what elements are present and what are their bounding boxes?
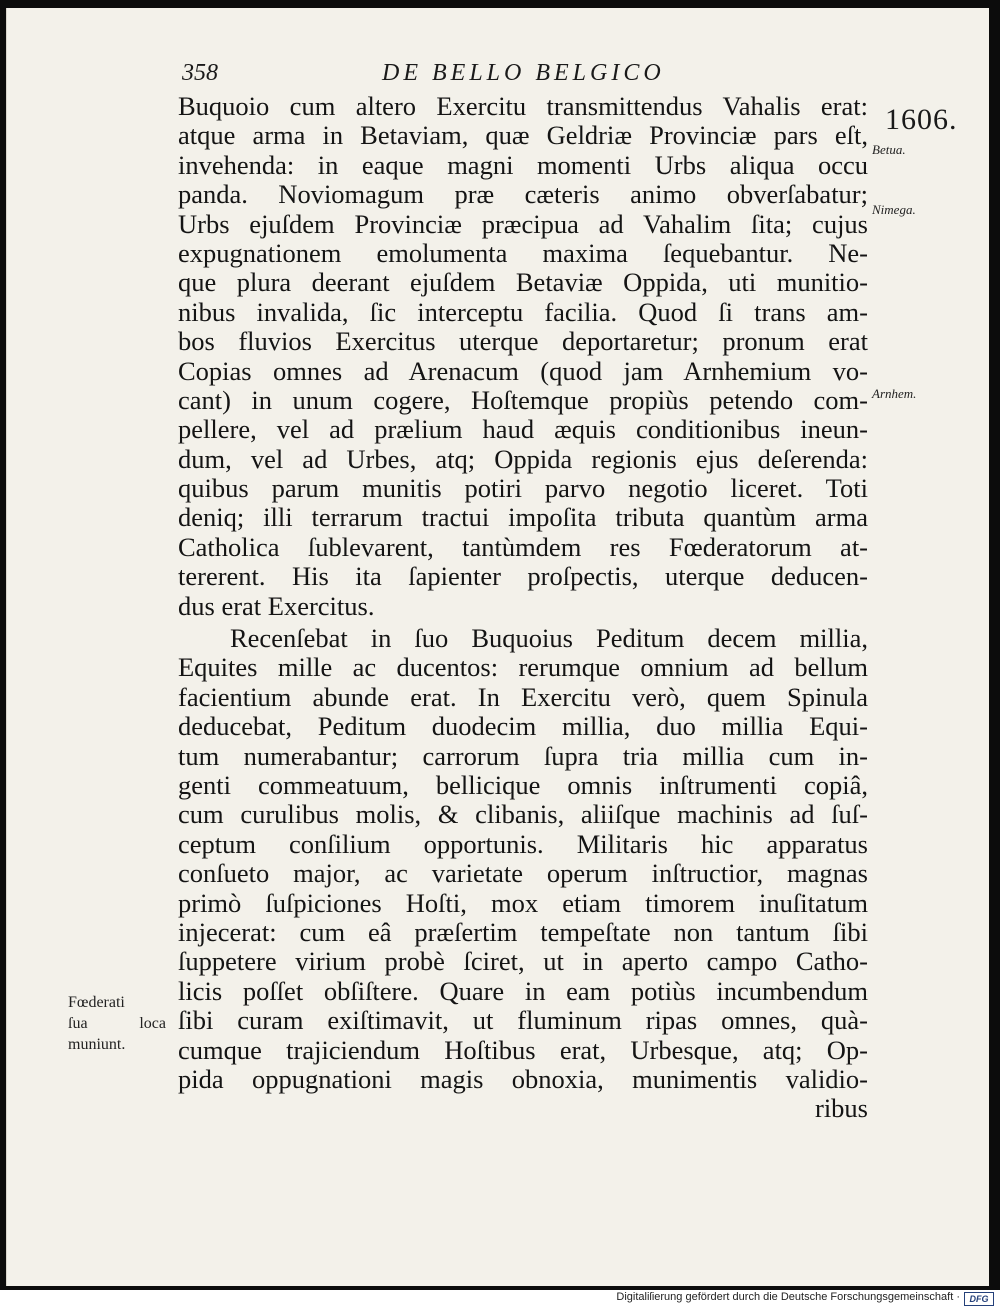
margin-note-betua: Betua. bbox=[872, 142, 906, 157]
text-line: Recenſebat in ſuo Buquoius Peditum decem millia, bbox=[230, 623, 868, 654]
text-line: pida oppugnationi magis obnoxia, munimentis validio- bbox=[178, 1063, 868, 1094]
paragraph-1 bbox=[178, 92, 868, 621]
catchword: ribus bbox=[815, 1093, 868, 1124]
text-line: pellere, vel ad prælium haud æquis conditionibus ineun- bbox=[178, 414, 868, 445]
text-line: Equites mille ac ducentos: rerumque omnium ad bellum bbox=[178, 652, 868, 683]
text-line: ceptum conſilium opportunis. Militaris hic apparatus bbox=[178, 828, 868, 859]
margin-note-arnhem: Arnhem. bbox=[872, 386, 917, 401]
text-line: cum curulibus molis, & clibanis, aliiſque machinis ad ſuſ- bbox=[178, 799, 868, 830]
margin-year: 1606. bbox=[885, 103, 958, 136]
text-line: cant) in unum cogere, Hoſtemque propiùs petendo com- bbox=[178, 384, 868, 415]
text-line: genti commeatuum, bellicique omnis inſtrumenti copiâ, bbox=[178, 769, 868, 800]
text-line: invehenda: in eaque magni momenti Urbs aliqua occu bbox=[178, 149, 868, 180]
body-text bbox=[178, 92, 868, 1124]
text-line: facientium abunde erat. In Exercitu verò, quem Spinula bbox=[178, 681, 868, 712]
text-line: quibus parum munitis potiri parvo negotio liceret. Toti bbox=[178, 473, 868, 504]
margin-note-left bbox=[68, 992, 166, 1055]
page-number: 358 bbox=[182, 60, 218, 86]
footer-credit: Digitaliſierung gefördert durch die Deutsche Forschungsgemeinschaft · bbox=[616, 1291, 960, 1303]
margin-note-line: ſua loca bbox=[68, 1015, 166, 1032]
text-line: deniq; illi terrarum tractui impoſita tributa quantùm arma bbox=[178, 502, 868, 533]
text-line: atque arma in Betaviam, quæ Geldriæ Provinciæ pars eſt, bbox=[178, 120, 868, 151]
running-title: DE BELLO BELGICO bbox=[382, 60, 665, 86]
dfg-logo: DFG bbox=[964, 1292, 994, 1306]
text-line: Catholica ſublevarent, tantùmdem res Fœderatorum at- bbox=[178, 531, 868, 562]
text-line: ſibi curam exiſtimavit, ut fluminum ripas omnes, quà- bbox=[178, 1005, 868, 1036]
text-line: cumque trajiciendum Hoſtibus erat, Urbesque, atq; Op- bbox=[178, 1034, 868, 1065]
text-line: dus erat Exercitus. bbox=[178, 590, 375, 621]
text-line: Urbs ejuſdem Provinciæ præcipua ad Vahalim ſita; cujus bbox=[178, 208, 868, 239]
text-line: conſueto major, ac varietate operum inſtructior, magnas bbox=[178, 858, 868, 889]
running-header bbox=[182, 60, 882, 90]
text-line: tum numerabantur; carrorum ſupra tria millia cum in- bbox=[178, 740, 868, 771]
margin-note-line: muniunt. bbox=[68, 1036, 126, 1053]
text-line: ſuppetere virium probè ſciret, ut in aperto campo Catho- bbox=[178, 946, 868, 977]
digitization-footer bbox=[0, 1290, 1000, 1307]
margin-note-line: Fœderati bbox=[68, 994, 125, 1011]
paragraph-2 bbox=[178, 624, 868, 1094]
text-line: primò ſuſpiciones Hoſti, mox etiam timorem inuſitatum bbox=[178, 887, 868, 918]
text-line: licis poſſet obſiſtere. Quare in eam potiùs incumbendum bbox=[178, 975, 868, 1006]
text-line: que plura deerant ejuſdem Betaviæ Oppida, uti munitio- bbox=[178, 267, 868, 298]
text-line: expugnationem emolumenta maxima ſequebantur. Ne- bbox=[178, 237, 868, 268]
text-line: Buquoio cum altero Exercitu transmittendus Vahalis erat: bbox=[178, 91, 868, 121]
text-line: injecerat: cum eâ præſertim tempeſtate non tantum ſibi bbox=[178, 916, 868, 947]
margin-note-nimega: Nimega. bbox=[872, 202, 916, 217]
text-line: deducebat, Peditum duodecim millia, duo millia Equi- bbox=[178, 711, 868, 742]
text-line: nibus invalida, ſic interceptu facilia. Quod ſi trans am- bbox=[178, 296, 868, 327]
text-line: bos fluvios Exercitus uterque deportaretur; pronum erat bbox=[178, 326, 868, 357]
text-line: dum, vel ad Urbes, atq; Oppida regionis ejus deſerenda: bbox=[178, 443, 868, 474]
text-line: Copias omnes ad Arenacum (quod jam Arnhemium vo- bbox=[178, 355, 868, 386]
text-line: tererent. His ita ſapienter proſpectis, uterque deducen- bbox=[178, 561, 868, 592]
text-line: panda. Noviomagum præ cæteris animo obverſabatur; bbox=[178, 179, 868, 210]
